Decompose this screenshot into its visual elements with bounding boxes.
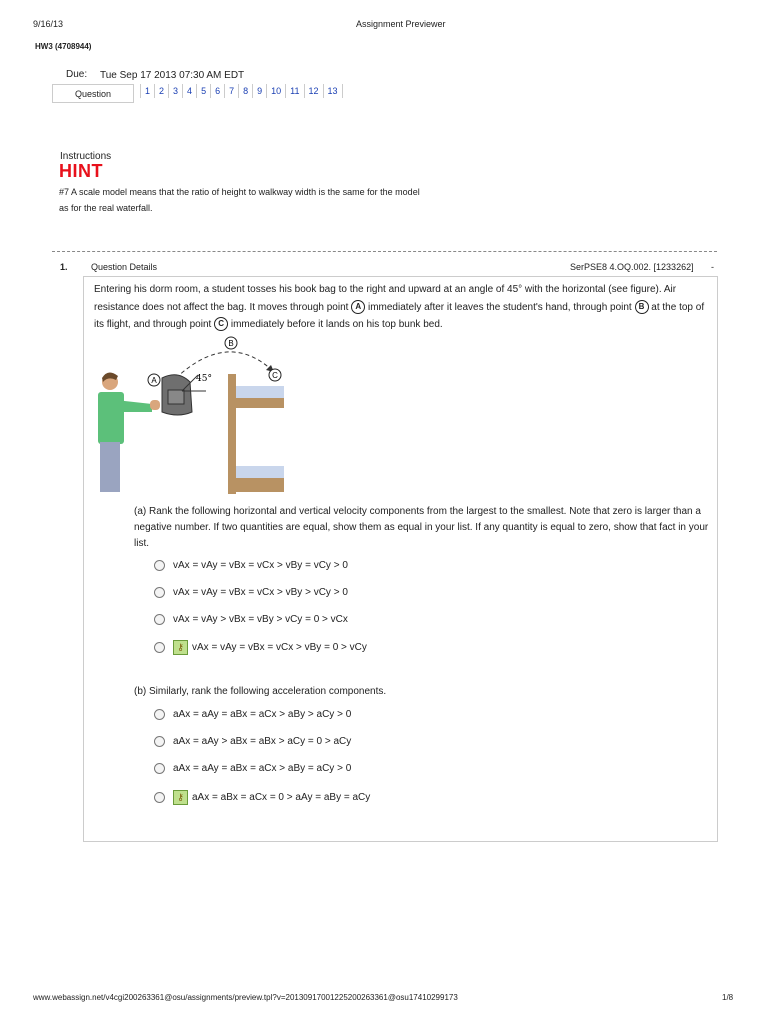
part-b-option-4-text: aAx = aBx = aCx = 0 > aAy = aBy = aCy: [192, 792, 371, 803]
question-link-9[interactable]: 9: [253, 84, 267, 98]
question-marker: -: [711, 262, 714, 272]
question-text-2: immediately after it leaves the student's hand, through point: [367, 301, 632, 313]
radio-b2[interactable]: [154, 736, 165, 747]
part-b-option-3-text: aAx = aAy = aBx = aCx > aBy = aCy > 0: [173, 763, 352, 774]
student-arm: [116, 400, 152, 412]
part-a-option-4[interactable]: [154, 640, 367, 655]
book-bag-figure: [94, 334, 294, 499]
radio-a2[interactable]: [154, 587, 165, 598]
top-mattress: [236, 386, 284, 398]
question-link-3[interactable]: 3: [169, 84, 183, 98]
footer-url: www.webassign.net/v4cgi200263361@osu/assignments/preview.tpl?v=20130917001225200263361@osu17410299173: [33, 993, 458, 1002]
question-link-1[interactable]: 1: [141, 84, 155, 98]
figure-point-c: C: [272, 371, 278, 380]
question-link-8[interactable]: 8: [239, 84, 253, 98]
question-link-4[interactable]: 4: [183, 84, 197, 98]
question-text-4: immediately before it lands on his top bunk bed.: [230, 319, 443, 330]
part-a-option-4-text: vAx = vAy = vBx = vCx > vBy = 0 > vCy: [192, 642, 367, 653]
instructions-label: Instructions: [60, 151, 112, 162]
angle-label: 45°: [196, 374, 212, 384]
question-text-1: Entering his dorm room, a student tosses his book bag to the right and upward at an angle of 45° with the horizontal (see figure). Air resistance does not affect the bag. It moves through point: [94, 284, 677, 313]
question-text-3: at the top of its flight, and through point: [94, 301, 705, 330]
part-b-option-2[interactable]: [154, 736, 351, 747]
part-a-option-2-text: vAx = vAy = vBx = vCx > vBy > vCy > 0: [173, 587, 348, 598]
radio-b3[interactable]: [154, 763, 165, 774]
point-b-label: B: [635, 300, 649, 314]
part-a-option-1[interactable]: [154, 560, 348, 571]
point-c-label: C: [214, 317, 228, 331]
part-b-prompt: (b) Similarly, rank the following acceleration components.: [134, 686, 387, 697]
question-source: SerPSE8 4.OQ.002. [1233262]: [570, 262, 694, 272]
part-a-option-2[interactable]: [154, 587, 348, 598]
key-icon: ⚷: [173, 790, 188, 805]
radio-b1[interactable]: [154, 709, 165, 720]
bunk-post: [228, 374, 236, 494]
top-frame: [236, 398, 284, 408]
question-link-6[interactable]: 6: [211, 84, 225, 98]
question-details-label: Question Details: [91, 262, 158, 272]
due-date: Tue Sep 17 2013 07:30 AM EDT: [100, 70, 245, 81]
question-link-5[interactable]: 5: [197, 84, 211, 98]
radio-a1[interactable]: [154, 560, 165, 571]
question-link-10[interactable]: 10: [267, 84, 286, 98]
student-hand: [150, 400, 160, 410]
part-a-option-3[interactable]: [154, 614, 348, 625]
question-link-11[interactable]: 11: [286, 84, 304, 98]
question-link-7[interactable]: 7: [225, 84, 239, 98]
trajectory-path: [176, 352, 274, 378]
part-b-option-3[interactable]: [154, 763, 351, 774]
bottom-mattress: [236, 466, 284, 478]
assignment-id: HW3 (4708944): [35, 42, 92, 51]
hint-title: HINT: [59, 161, 103, 181]
question-link-12[interactable]: 12: [305, 84, 324, 98]
radio-b4[interactable]: [154, 792, 165, 803]
figure-point-b: B: [228, 339, 234, 348]
part-b-option-1[interactable]: [154, 709, 351, 720]
part-a-prompt: (a) Rank the following horizontal and vertical velocity components from the largest to the smallest. Note that zero is larger than a negative number. If two quantities are equal, show them as equal in your list. If any quantity is equal to zero, show that fact in your list.: [134, 506, 709, 549]
part-a-option-3-text: vAx = vAy > vBx = vBy > vCy = 0 > vCx: [173, 614, 348, 625]
bottom-frame: [236, 478, 284, 492]
question-link-2[interactable]: 2: [155, 84, 169, 98]
key-icon: ⚷: [173, 640, 188, 655]
part-b-option-2-text: aAx = aAy > aBx = aBx > aCy = 0 > aCy: [173, 736, 352, 747]
hint-text: #7 A scale model means that the ratio of height to walkway width is the same for the model as for the real waterfall.: [59, 187, 420, 213]
question-nav-label: Question: [52, 84, 134, 103]
part-a-option-1-text: vAx = vAy = vBx = vCx > vBy = vCy > 0: [173, 560, 348, 571]
print-date: 9/16/13: [33, 19, 64, 29]
question-text: [94, 281, 706, 334]
divider: [52, 251, 717, 252]
print-title: Assignment Previewer: [356, 19, 446, 29]
student-pants: [100, 442, 120, 492]
question-nav: [140, 84, 343, 98]
student-shirt: [98, 392, 124, 444]
point-a-label: A: [351, 300, 365, 314]
footer-page: 1/8: [722, 993, 734, 1002]
part-b-option-4[interactable]: [154, 790, 370, 805]
due-label: Due:: [66, 69, 88, 80]
figure-point-a: A: [151, 376, 157, 385]
question-link-13[interactable]: 13: [324, 84, 343, 98]
question-number: 1.: [60, 262, 68, 272]
radio-a4[interactable]: [154, 642, 165, 653]
part-b-option-1-text: aAx = aAy = aBx = aCx > aBy > aCy > 0: [173, 709, 352, 720]
radio-a3[interactable]: [154, 614, 165, 625]
